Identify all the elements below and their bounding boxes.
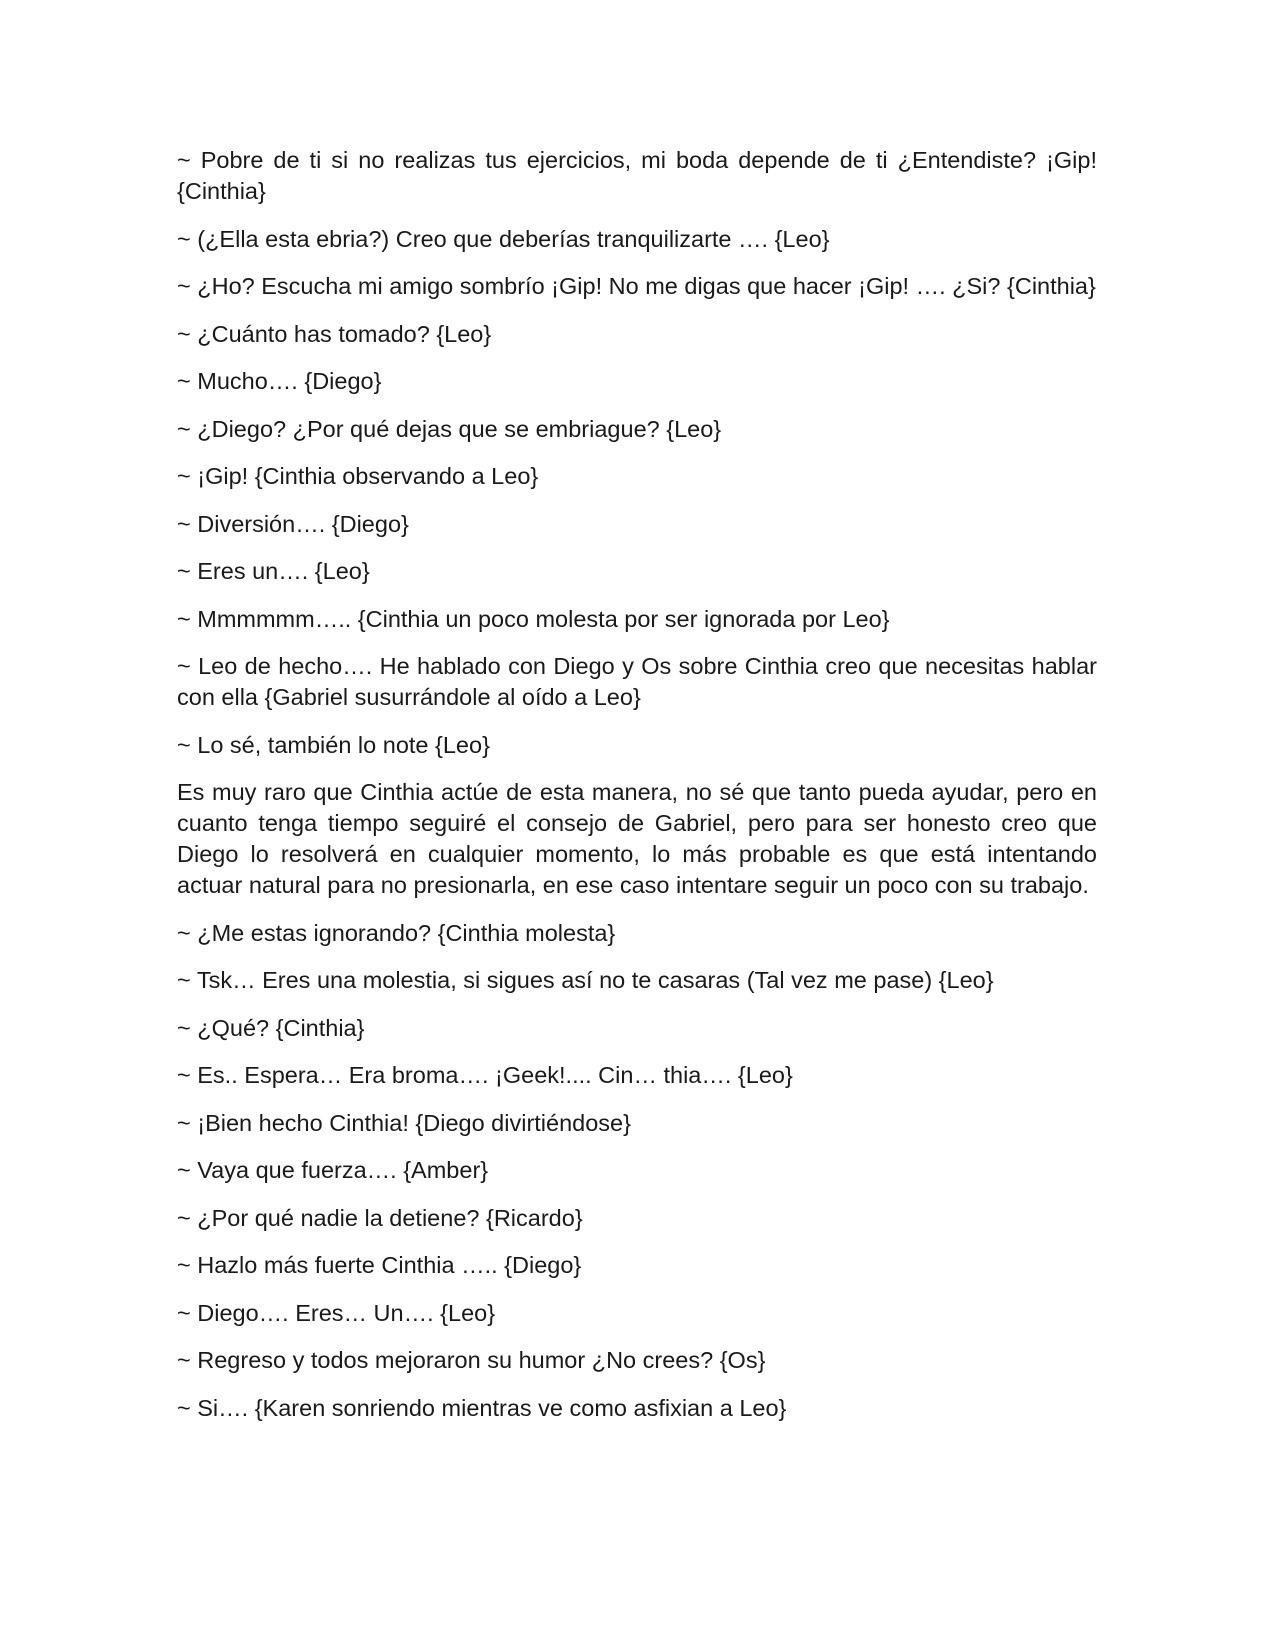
dialogue-line: ~ ¿Qué? {Cinthia} bbox=[177, 1014, 365, 1041]
dialogue-line: ~ Leo de hecho…. He hablado con Diego y Os sobre Cinthia creo que necesitas hablar con ella {Gabriel susurrándole al oído a Leo} bbox=[177, 653, 1097, 710]
dialogue-line: ~ Pobre de ti si no realizas tus ejercicios, mi boda depende de ti ¿Entendiste? ¡Gip! {Cinthia} bbox=[177, 147, 1097, 204]
dialogue-line: ~ Diego…. Eres… Un…. {Leo} bbox=[177, 1299, 496, 1326]
dialogue-line: ~ Si…. {Karen sonriendo mientras ve como asfixian a Leo} bbox=[177, 1394, 787, 1421]
dialogue-line: ~ Tsk… Eres una molestia, si sigues así no te casaras (Tal vez me pase) {Leo} bbox=[177, 967, 994, 993]
dialogue-line: ~ (¿Ella esta ebria?) Creo que deberías tranquilizarte …. {Leo} bbox=[177, 225, 830, 252]
document-body bbox=[177, 145, 1097, 1440]
dialogue-line: ~ Regreso y todos mejoraron su humor ¿No crees? {Os} bbox=[177, 1347, 766, 1373]
dialogue-line: ~ ¡Gip! {Cinthia observando a Leo} bbox=[177, 463, 539, 489]
dialogue-line: ~ ¿Cuánto has tomado? {Leo} bbox=[177, 320, 492, 347]
dialogue-line: ~ Hazlo más fuerte Cinthia ….. {Diego} bbox=[177, 1252, 582, 1278]
dialogue-line: ~ Diversión…. {Diego} bbox=[177, 510, 409, 537]
dialogue-line: ~ ¡Bien hecho Cinthia! {Diego divirtiéndose} bbox=[177, 1109, 631, 1136]
dialogue-line: ~ ¿Ho? Escucha mi amigo sombrío ¡Gip! No me digas que hacer ¡Gip! …. ¿Si? {Cinthia} bbox=[177, 273, 1096, 299]
narration-paragraph: Es muy raro que Cinthia actúe de esta manera, no sé que tanto pueda ayudar, pero en cuanto tenga tiempo seguiré el consejo de Gabriel, pero para ser honesto creo que Diego lo resolverá en cualquier momento, lo más probable es que está intentando actuar natural para no presionarla, en ese caso intentare seguir un poco con su trabajo. bbox=[177, 779, 1097, 898]
dialogue-line: ~ ¿Por qué nadie la detiene? {Ricardo} bbox=[177, 1204, 583, 1231]
dialogue-line: ~ Es.. Espera… Era broma…. ¡Geek!.... Cin… thia…. {Leo} bbox=[177, 1062, 793, 1088]
dialogue-line: ~ Mmmmmm….. {Cinthia un poco molesta por ser ignorada por Leo} bbox=[177, 605, 890, 632]
dialogue-line: ~ ¿Diego? ¿Por qué dejas que se embriague? {Leo} bbox=[177, 415, 722, 442]
dialogue-line: ~ Lo sé, también lo note {Leo} bbox=[177, 731, 490, 758]
dialogue-line: ~ Mucho…. {Diego} bbox=[177, 368, 382, 394]
dialogue-line: ~ Vaya que fuerza…. {Amber} bbox=[177, 1157, 489, 1183]
dialogue-line: ~ Eres un…. {Leo} bbox=[177, 558, 370, 584]
dialogue-line: ~ ¿Me estas ignorando? {Cinthia molesta} bbox=[177, 919, 616, 946]
